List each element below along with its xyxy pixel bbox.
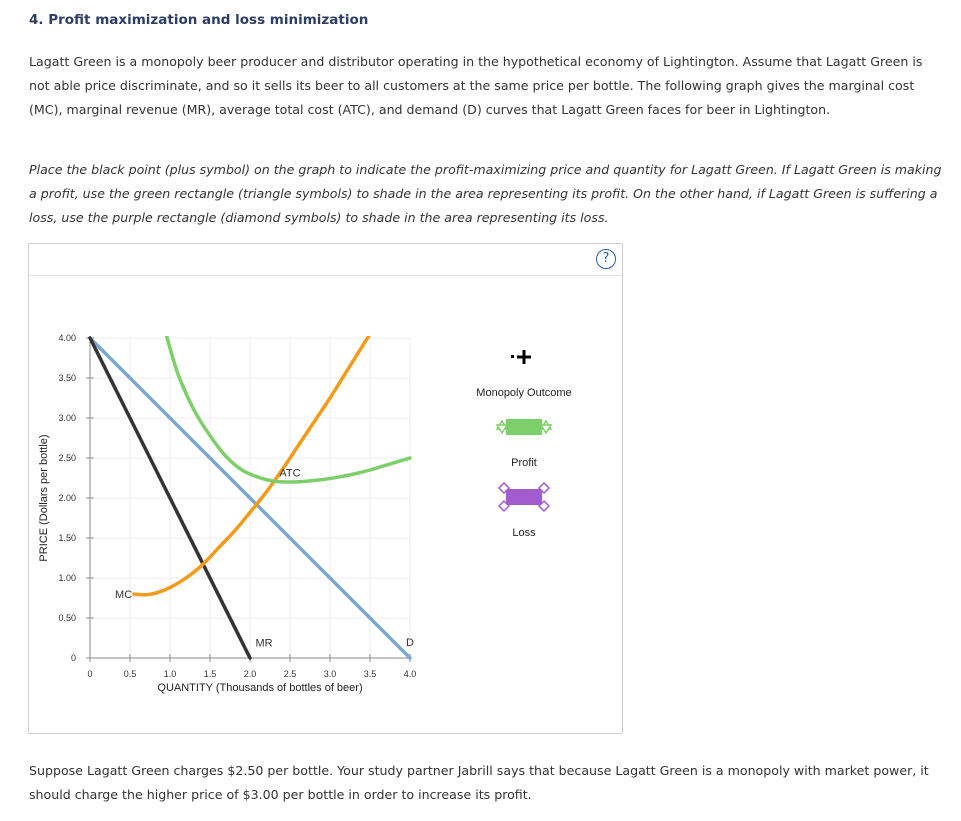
y-tick-label: 1.00: [58, 573, 76, 583]
x-tick-label: 0: [87, 669, 93, 679]
x-axis-title: QUANTITY (Thousands of bottles of beer): [157, 682, 363, 694]
x-tick-label: 2.5: [283, 669, 297, 679]
question-intro: Lagatt Green is a monopoly beer producer and distributor operating in the hypothetical economy of Lightington. Assume that Lagatt Green is not able price discriminate, and so it sells its beer to all customers at the same price per bottle. The following graph gives the marginal cost (MC), marginal revenue (MR), average total cost (ATC), and demand (D) curves that Lagatt Green faces for beer in Lightington.: [29, 54, 923, 117]
tool-label-profit: Profit: [511, 457, 537, 469]
x-tick-label: 2.0: [243, 669, 257, 679]
y-tick-label: 0: [70, 653, 76, 663]
curve-mc: [134, 334, 370, 595]
curve-label-d: D: [406, 637, 414, 649]
y-tick-label: 0.50: [58, 613, 76, 623]
help-icon[interactable]: ?: [596, 249, 616, 269]
curve-label-mr: MR: [255, 637, 273, 650]
tool-label-monopoly-outcome: Monopoly Outcome: [476, 387, 572, 399]
y-tick-label: 3.00: [58, 413, 76, 423]
y-tick-label: 3.50: [58, 373, 76, 383]
plus-point-icon[interactable]: [511, 350, 531, 364]
y-tick-label: 1.50: [58, 533, 76, 543]
question-heading: 4. Profit maximization and loss minimization: [29, 12, 369, 28]
curve-label-mc: MC: [115, 589, 133, 601]
y-axis-title: PRICE (Dollars per bottle): [38, 434, 50, 562]
tool-label-loss: Loss: [512, 527, 536, 539]
y-tick-label: 4.00: [58, 333, 76, 343]
question-instructions: Place the black point (plus symbol) on the graph to indicate the profit-maximizing price and quantity for Lagatt Green. If Lagatt Green is making a profit, use the green rectangle (triangle symbols) to shade in the area representing its profit. On the other hand, if Lagatt Green is suffering a loss, use the purple rectangle (diamond symbols) to shade in the area representing its loss.: [29, 162, 942, 225]
curve-label-atc: ATC: [279, 467, 301, 480]
x-tick-label: 1.0: [163, 669, 177, 679]
graph-panel: [28, 243, 623, 734]
x-tick-label: 0.5: [123, 669, 137, 679]
monopoly-chart[interactable]: [29, 244, 624, 735]
y-tick-label: 2.00: [58, 493, 76, 503]
triangle-rectangle-icon[interactable]: [497, 419, 551, 435]
x-tick-label: 3.0: [323, 669, 337, 679]
x-tick-label: 1.5: [203, 669, 217, 679]
x-tick-label: 4.0: [403, 669, 417, 679]
diamond-rectangle-icon[interactable]: [499, 483, 549, 511]
x-tick-label: 3.5: [363, 669, 377, 679]
question-followup: Suppose Lagatt Green charges $2.50 per bottle. Your study partner Jabrill says that because Lagatt Green is a monopoly with market power, it should charge the higher price of $3.00 per bottle in order to increase its profit.: [29, 763, 929, 802]
y-tick-label: 2.50: [58, 453, 76, 463]
